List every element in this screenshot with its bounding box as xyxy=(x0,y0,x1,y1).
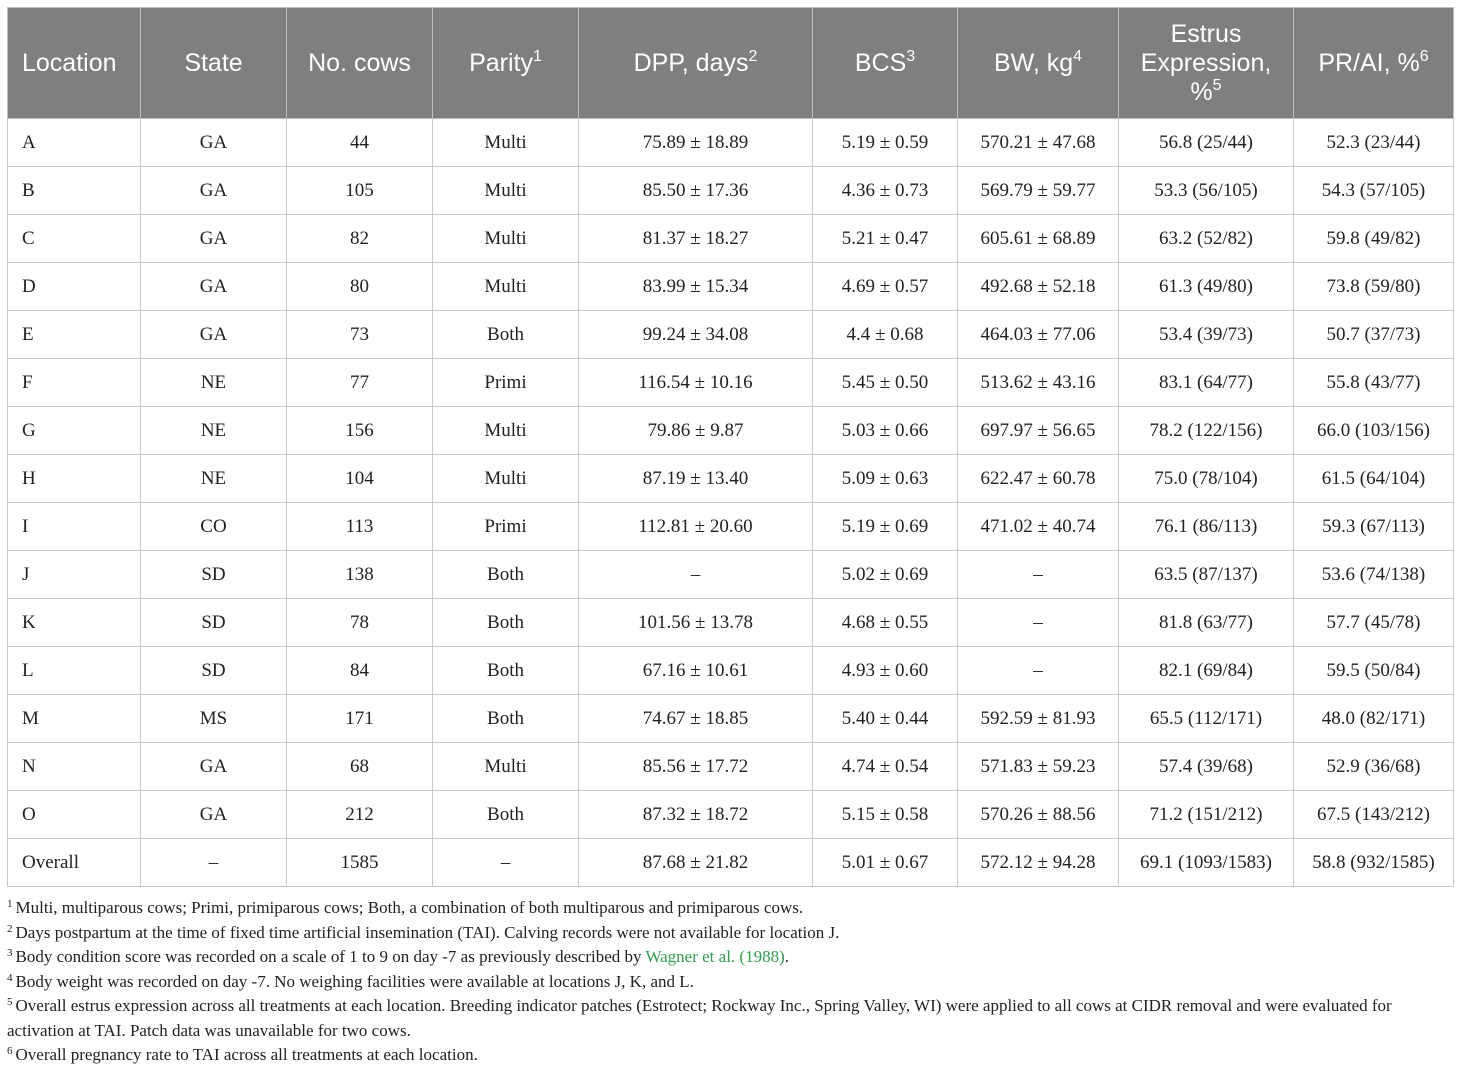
cell-no-cows: 138 xyxy=(287,551,433,599)
cell-pr-ai: 59.8 (49/82) xyxy=(1294,215,1454,263)
cell-pr-ai: 52.9 (36/68) xyxy=(1294,743,1454,791)
header-row xyxy=(8,8,1454,119)
cell-dpp: 99.24 ± 34.08 xyxy=(579,311,813,359)
footnote-text: Body condition score was recorded on a scale of 1 to 9 on day -7 as previously described by xyxy=(15,947,646,966)
cell-bcs: 4.68 ± 0.55 xyxy=(813,599,958,647)
cell-bw: – xyxy=(958,599,1119,647)
cell-state: NE xyxy=(141,359,287,407)
footnote xyxy=(7,994,1453,1043)
cell-pr-ai: 54.3 (57/105) xyxy=(1294,167,1454,215)
cell-location: J xyxy=(8,551,141,599)
table-row xyxy=(8,695,1454,743)
cell-bw: 570.26 ± 88.56 xyxy=(958,791,1119,839)
cell-pr-ai: 59.3 (67/113) xyxy=(1294,503,1454,551)
cell-dpp: 85.50 ± 17.36 xyxy=(579,167,813,215)
cell-bcs: 5.01 ± 0.67 xyxy=(813,839,958,887)
table-row xyxy=(8,599,1454,647)
table-row xyxy=(8,455,1454,503)
cell-bw: 605.61 ± 68.89 xyxy=(958,215,1119,263)
header-dpp: DPP, days$^2$ xyxy=(579,8,813,119)
cell-state: GA xyxy=(141,743,287,791)
cell-no-cows: 156 xyxy=(287,407,433,455)
cell-bw: 570.21 ± 47.68 xyxy=(958,119,1119,167)
cell-location: O xyxy=(8,791,141,839)
cell-no-cows: 68 xyxy=(287,743,433,791)
cell-pr-ai: 61.5 (64/104) xyxy=(1294,455,1454,503)
cell-no-cows: 105 xyxy=(287,167,433,215)
cell-no-cows: 171 xyxy=(287,695,433,743)
cell-dpp: 87.68 ± 21.82 xyxy=(579,839,813,887)
cell-estrus-expression: 63.5 (87/137) xyxy=(1119,551,1294,599)
footnote-number: 1 xyxy=(7,898,13,910)
table-row xyxy=(8,791,1454,839)
cell-dpp: 87.32 ± 18.72 xyxy=(579,791,813,839)
cell-location: M xyxy=(8,695,141,743)
footnote xyxy=(7,945,1453,970)
cell-state: SD xyxy=(141,599,287,647)
cell-estrus-expression: 75.0 (78/104) xyxy=(1119,455,1294,503)
cell-pr-ai: 66.0 (103/156) xyxy=(1294,407,1454,455)
cell-parity: Both xyxy=(433,599,579,647)
table-row xyxy=(8,311,1454,359)
cell-state: NE xyxy=(141,407,287,455)
cell-bcs: 5.03 ± 0.66 xyxy=(813,407,958,455)
cell-estrus-expression: 81.8 (63/77) xyxy=(1119,599,1294,647)
cell-bw: 569.79 ± 59.77 xyxy=(958,167,1119,215)
cell-bcs: 5.21 ± 0.47 xyxy=(813,215,958,263)
table-row xyxy=(8,839,1454,887)
cell-parity: Both xyxy=(433,311,579,359)
cell-bw: 622.47 ± 60.78 xyxy=(958,455,1119,503)
cell-estrus-expression: 69.1 (1093/1583) xyxy=(1119,839,1294,887)
cell-parity: – xyxy=(433,839,579,887)
table-row xyxy=(8,359,1454,407)
header-bw: BW, $kg^4$ xyxy=(958,8,1119,119)
cell-pr-ai: 53.6 (74/138) xyxy=(1294,551,1454,599)
cell-bcs: 5.15 ± 0.58 xyxy=(813,791,958,839)
cell-bcs: 5.45 ± 0.50 xyxy=(813,359,958,407)
cell-no-cows: 82 xyxy=(287,215,433,263)
header-state: State xyxy=(141,8,287,119)
footnotes xyxy=(7,896,1453,1068)
cell-bcs: 4.4 ± 0.68 xyxy=(813,311,958,359)
cell-dpp: 79.86 ± 9.87 xyxy=(579,407,813,455)
cell-bcs: 5.19 ± 0.69 xyxy=(813,503,958,551)
cell-bcs: 4.74 ± 0.54 xyxy=(813,743,958,791)
cell-dpp: 81.37 ± 18.27 xyxy=(579,215,813,263)
cell-bcs: 4.93 ± 0.60 xyxy=(813,647,958,695)
results-table xyxy=(7,7,1454,887)
cell-parity: Multi xyxy=(433,743,579,791)
table-row xyxy=(8,743,1454,791)
cell-dpp: 85.56 ± 17.72 xyxy=(579,743,813,791)
cell-estrus-expression: 61.3 (49/80) xyxy=(1119,263,1294,311)
cell-bcs: 5.09 ± 0.63 xyxy=(813,455,958,503)
footnote-text: Multi, multiparous cows; Primi, primiparous cows; Both, a combination of both multiparous and primiparous cows. xyxy=(15,898,804,917)
cell-bw: – xyxy=(958,647,1119,695)
cell-dpp: 67.16 ± 10.61 xyxy=(579,647,813,695)
footnote-number: 3 xyxy=(7,947,13,959)
cell-estrus-expression: 82.1 (69/84) xyxy=(1119,647,1294,695)
footnote xyxy=(7,896,1453,921)
cell-no-cows: 73 xyxy=(287,311,433,359)
cell-bw: 492.68 ± 52.18 xyxy=(958,263,1119,311)
cell-no-cows: 113 xyxy=(287,503,433,551)
citation-link[interactable]: Wagner et al. (1988) xyxy=(645,947,785,966)
cell-state: SD xyxy=(141,551,287,599)
cell-bcs: 5.19 ± 0.59 xyxy=(813,119,958,167)
cell-parity: Primi xyxy=(433,359,579,407)
footnote-text: Overall pregnancy rate to TAI across all treatments at each location. xyxy=(15,1045,478,1064)
cell-estrus-expression: 65.5 (112/171) xyxy=(1119,695,1294,743)
cell-location: N xyxy=(8,743,141,791)
cell-bw: 513.62 ± 43.16 xyxy=(958,359,1119,407)
cell-location: D xyxy=(8,263,141,311)
footnote-number: 5 xyxy=(7,996,13,1008)
table-row xyxy=(8,503,1454,551)
cell-no-cows: 84 xyxy=(287,647,433,695)
cell-location: E xyxy=(8,311,141,359)
cell-dpp: 87.19 ± 13.40 xyxy=(579,455,813,503)
table-row xyxy=(8,167,1454,215)
cell-parity: Multi xyxy=(433,263,579,311)
footnote xyxy=(7,1043,1453,1068)
table-row xyxy=(8,263,1454,311)
cell-state: MS xyxy=(141,695,287,743)
cell-dpp: 83.99 ± 15.34 xyxy=(579,263,813,311)
cell-estrus-expression: 57.4 (39/68) xyxy=(1119,743,1294,791)
cell-parity: Multi xyxy=(433,119,579,167)
cell-location: L xyxy=(8,647,141,695)
cell-estrus-expression: 53.3 (56/105) xyxy=(1119,167,1294,215)
cell-no-cows: 104 xyxy=(287,455,433,503)
cell-location: F xyxy=(8,359,141,407)
cell-no-cows: 212 xyxy=(287,791,433,839)
cell-location: Overall xyxy=(8,839,141,887)
cell-estrus-expression: 76.1 (86/113) xyxy=(1119,503,1294,551)
cell-estrus-expression: 83.1 (64/77) xyxy=(1119,359,1294,407)
cell-pr-ai: 55.8 (43/77) xyxy=(1294,359,1454,407)
table-container xyxy=(7,7,1453,1068)
cell-state: GA xyxy=(141,263,287,311)
cell-dpp: – xyxy=(579,551,813,599)
cell-bw: 471.02 ± 40.74 xyxy=(958,503,1119,551)
cell-state: GA xyxy=(141,119,287,167)
footnote-text: Days postpartum at the time of fixed time artificial insemination (TAI). Calving records were not available for location J. xyxy=(15,922,840,942)
cell-no-cows: 77 xyxy=(287,359,433,407)
footnote-text-end: . xyxy=(784,947,789,966)
cell-bcs: 5.02 ± 0.69 xyxy=(813,551,958,599)
table-row xyxy=(8,407,1454,455)
cell-parity: Primi xyxy=(433,503,579,551)
cell-bw: – xyxy=(958,551,1119,599)
table-row xyxy=(8,647,1454,695)
cell-pr-ai: 48.0 (82/171) xyxy=(1294,695,1454,743)
header-bcs: BCS$^3$ xyxy=(813,8,958,119)
cell-bcs: 5.40 ± 0.44 xyxy=(813,695,958,743)
cell-pr-ai: 59.5 (50/84) xyxy=(1294,647,1454,695)
cell-parity: Multi xyxy=(433,455,579,503)
cell-bcs: 4.36 ± 0.73 xyxy=(813,167,958,215)
cell-parity: Both xyxy=(433,791,579,839)
cell-bw: 464.03 ± 77.06 xyxy=(958,311,1119,359)
cell-estrus-expression: 78.2 (122/156) xyxy=(1119,407,1294,455)
cell-dpp: 74.67 ± 18.85 xyxy=(579,695,813,743)
cell-bw: 571.83 ± 59.23 xyxy=(958,743,1119,791)
cell-estrus-expression: 53.4 (39/73) xyxy=(1119,311,1294,359)
table-body xyxy=(8,119,1454,887)
header-parity: Parity$^1$ xyxy=(433,8,579,119)
cell-state: – xyxy=(141,839,287,887)
header-location: Location xyxy=(8,8,141,119)
cell-no-cows: 78 xyxy=(287,599,433,647)
cell-parity: Both xyxy=(433,551,579,599)
cell-dpp: 75.89 ± 18.89 xyxy=(579,119,813,167)
cell-state: GA xyxy=(141,215,287,263)
cell-pr-ai: 52.3 (23/44) xyxy=(1294,119,1454,167)
cell-no-cows: 80 xyxy=(287,263,433,311)
table-row xyxy=(8,119,1454,167)
footnote xyxy=(7,921,1453,946)
cell-pr-ai: 73.8 (59/80) xyxy=(1294,263,1454,311)
cell-estrus-expression: 63.2 (52/82) xyxy=(1119,215,1294,263)
cell-location: G xyxy=(8,407,141,455)
cell-bw: 572.12 ± 94.28 xyxy=(958,839,1119,887)
cell-pr-ai: 57.7 (45/78) xyxy=(1294,599,1454,647)
cell-bw: 697.97 ± 56.65 xyxy=(958,407,1119,455)
cell-bcs: 4.69 ± 0.57 xyxy=(813,263,958,311)
cell-location: A xyxy=(8,119,141,167)
cell-parity: Multi xyxy=(433,215,579,263)
cell-state: NE xyxy=(141,455,287,503)
table-row xyxy=(8,215,1454,263)
footnote-number: 4 xyxy=(7,971,13,984)
cell-pr-ai: 58.8 (932/1585) xyxy=(1294,839,1454,887)
cell-no-cows: 1585 xyxy=(287,839,433,887)
cell-state: SD xyxy=(141,647,287,695)
cell-location: B xyxy=(8,167,141,215)
cell-parity: Both xyxy=(433,647,579,695)
cell-parity: Both xyxy=(433,695,579,743)
header-estrus-expression: Estrus Expression, %$^5$ xyxy=(1119,8,1294,119)
cell-parity: Multi xyxy=(433,167,579,215)
cell-state: CO xyxy=(141,503,287,551)
cell-location: K xyxy=(8,599,141,647)
footnote-text: Body weight was recorded on day -7. No weighing facilities were available at locations J, K, and L. xyxy=(15,971,694,991)
cell-pr-ai: 67.5 (143/212) xyxy=(1294,791,1454,839)
cell-estrus-expression: 56.8 (25/44) xyxy=(1119,119,1294,167)
footnote-text: Overall estrus expression across all treatments at each location. Breeding indicator patches (Estrotect; Rockway Inc., Spring Valley, WI) were applied to all cows at CIDR removal and were evaluated for activation at TAI. Patch data was unavailable for two cows. xyxy=(7,996,1392,1040)
cell-parity: Multi xyxy=(433,407,579,455)
cell-dpp: 101.56 ± 13.78 xyxy=(579,599,813,647)
cell-location: I xyxy=(8,503,141,551)
cell-dpp: 112.81 ± 20.60 xyxy=(579,503,813,551)
footnote-number: 6 xyxy=(7,1045,13,1057)
table-row xyxy=(8,551,1454,599)
cell-pr-ai: 50.7 (37/73) xyxy=(1294,311,1454,359)
cell-state: GA xyxy=(141,167,287,215)
cell-state: GA xyxy=(141,791,287,839)
header-no-cows: No. cows xyxy=(287,8,433,119)
cell-estrus-expression: 71.2 (151/212) xyxy=(1119,791,1294,839)
cell-location: C xyxy=(8,215,141,263)
cell-dpp: 116.54 ± 10.16 xyxy=(579,359,813,407)
footnote-number: 2 xyxy=(7,922,13,935)
cell-bw: 592.59 ± 81.93 xyxy=(958,695,1119,743)
header-pr-ai: PR/AI, %$^6$ xyxy=(1294,8,1454,119)
cell-no-cows: 44 xyxy=(287,119,433,167)
footnote xyxy=(7,970,1453,995)
cell-state: GA xyxy=(141,311,287,359)
cell-location: H xyxy=(8,455,141,503)
